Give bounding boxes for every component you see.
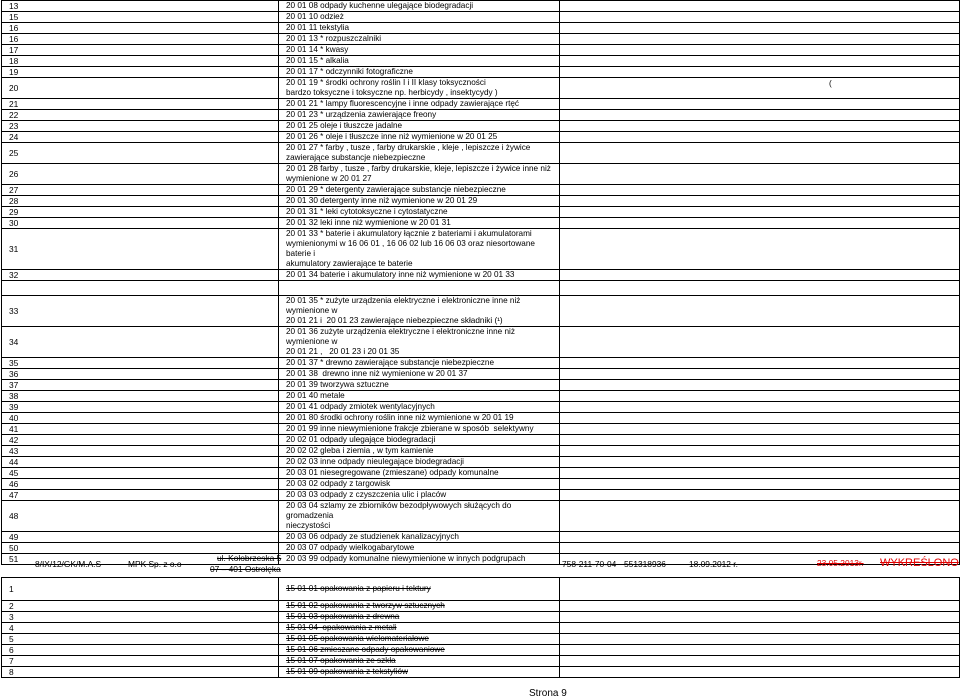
table-row xyxy=(2,78,960,99)
waste-codes-table xyxy=(1,0,960,678)
description-text: 15 01 03 opakowania z drewna xyxy=(286,612,400,621)
empty-cell xyxy=(560,424,960,435)
description-text: 20 01 25 oleje i tłuszcze jadalne xyxy=(286,121,403,130)
description-text: 20 01 15 * alkalia xyxy=(286,56,349,65)
regon-number: 551318936 xyxy=(624,559,666,569)
waste-code-description xyxy=(279,554,560,565)
empty-cell xyxy=(560,164,960,185)
waste-code-description xyxy=(279,468,560,479)
description-text: 20 01 13 * rozpuszczalniki xyxy=(286,34,382,43)
table-row xyxy=(2,207,960,218)
empty-cell xyxy=(279,281,560,296)
empty-cell xyxy=(560,457,960,468)
nip-number: 758-211-70-04 xyxy=(562,559,617,569)
description-text: 20 01 19 * środki ochrony roślin I i II klasy toksyczności bardzo toksyczne i toksyczne np. herbicydy , insektycydy ) xyxy=(286,78,498,97)
table-row xyxy=(2,532,960,543)
table-row xyxy=(2,446,960,457)
entry-date: 18.09.2012 r. xyxy=(689,559,738,569)
empty-cell xyxy=(560,358,960,369)
table-row xyxy=(2,34,960,45)
empty-cell xyxy=(560,380,960,391)
row-number: 8 xyxy=(2,667,279,678)
table-row xyxy=(2,634,960,645)
empty-cell xyxy=(2,281,279,296)
empty-cell xyxy=(560,413,960,424)
table-row xyxy=(2,67,960,78)
row-number: 29 xyxy=(2,207,279,218)
row-number: 35 xyxy=(2,358,279,369)
table-row xyxy=(2,56,960,67)
empty-cell xyxy=(560,218,960,229)
table-row xyxy=(2,645,960,656)
description-text: 20 03 06 odpady ze studzienek kanalizacyjnych xyxy=(286,532,459,541)
description-text: 20 01 30 detergenty inne niż wymienione w 20 01 29 xyxy=(286,196,478,205)
description-text: 15 01 04 opakowania z metali xyxy=(286,623,397,632)
description-text: 20 01 29 * detergenty zawierające substancje niebezpieczne xyxy=(286,185,506,194)
description-text: 15 01 07 opakowania ze szkła xyxy=(286,656,396,665)
empty-cell xyxy=(560,270,960,281)
table-row xyxy=(2,121,960,132)
table-row xyxy=(2,1,960,12)
empty-cell xyxy=(560,623,960,634)
row-number: 38 xyxy=(2,391,279,402)
waste-code-description xyxy=(279,543,560,554)
table-row xyxy=(2,327,960,358)
table-row xyxy=(2,270,960,281)
waste-code-description xyxy=(279,218,560,229)
description-text: 20 03 99 odpady komunalne niewymienione w innych podgrupach xyxy=(286,554,526,563)
waste-code-description xyxy=(279,490,560,501)
empty-cell xyxy=(560,601,960,612)
table-row xyxy=(2,424,960,435)
description-text: 20 01 37 * drewno zawierające substancje niebezpieczne xyxy=(286,358,495,367)
description-text: 20 01 36 zużyte urządzenia elektryczne i elektroniczne inne niż wymienione w 20 01 21 , 20 01 23 i 20 01 35 xyxy=(286,327,515,356)
row-number: 34 xyxy=(2,327,279,358)
row-number: 41 xyxy=(2,424,279,435)
description-text: 20 01 11 tekstylia xyxy=(286,23,350,32)
description-text: 20 01 32 leki inne niż wymienione w 20 01 31 xyxy=(286,218,451,227)
row-number: 26 xyxy=(2,164,279,185)
row-number: 19 xyxy=(2,67,279,78)
table-row xyxy=(2,358,960,369)
empty-cell xyxy=(560,185,960,196)
waste-code-description xyxy=(279,34,560,45)
table-row xyxy=(2,601,960,612)
description-text: 20 01 40 metale xyxy=(286,391,345,400)
empty-cell xyxy=(560,501,960,532)
waste-code-description xyxy=(279,56,560,67)
waste-code-description xyxy=(279,612,560,623)
row-number: 42 xyxy=(2,435,279,446)
description-text: 20 01 14 * kwasy xyxy=(286,45,349,54)
empty-cell xyxy=(560,578,960,601)
row-number: 24 xyxy=(2,132,279,143)
empty-cell xyxy=(560,327,960,358)
empty-cell xyxy=(560,56,960,67)
empty-cell xyxy=(560,78,960,99)
description-text: 15 01 05 opakowania wielomateriałowe xyxy=(286,634,429,643)
waste-code-description xyxy=(279,645,560,656)
row-number: 49 xyxy=(2,532,279,543)
row-number: 2 xyxy=(2,601,279,612)
table-row xyxy=(2,99,960,110)
table-row xyxy=(2,501,960,532)
description-text: 20 01 34 baterie i akumulatory inne niż wymienione w 20 01 33 xyxy=(286,270,515,279)
empty-cell xyxy=(560,634,960,645)
waste-code-description xyxy=(279,12,560,23)
empty-cell xyxy=(560,34,960,45)
table-row xyxy=(2,143,960,164)
paren-mark: ( xyxy=(829,79,832,88)
row-number: 44 xyxy=(2,457,279,468)
row-number: 13 xyxy=(2,1,279,12)
waste-code-description xyxy=(279,634,560,645)
waste-code-description xyxy=(279,164,560,185)
table-row xyxy=(2,23,960,34)
empty-cell xyxy=(560,369,960,380)
row-number: 40 xyxy=(2,413,279,424)
waste-code-description xyxy=(279,67,560,78)
row-number: 22 xyxy=(2,110,279,121)
row-number: 20 xyxy=(2,78,279,99)
description-text: 20 01 27 * farby , tusze , farby drukarskie , kleje , lepiszcze i żywice zawierające substancje niebezpieczne xyxy=(286,143,531,162)
description-text: 20 01 80 środki ochrony roślin inne niż wymienione w 20 01 19 xyxy=(286,413,514,422)
row-number: 16 xyxy=(2,23,279,34)
registry-number: 8/IX/12/GK/M.A.S xyxy=(35,559,102,569)
waste-code-description xyxy=(279,601,560,612)
waste-code-description xyxy=(279,110,560,121)
table-row xyxy=(2,413,960,424)
empty-cell xyxy=(560,645,960,656)
waste-code-description xyxy=(279,358,560,369)
waste-code-description xyxy=(279,296,560,327)
waste-code-description xyxy=(279,185,560,196)
table-row xyxy=(2,656,960,667)
description-text: 20 01 99 inne niewymienione frakcje zbierane w sposób selektywny xyxy=(286,424,534,433)
table-row xyxy=(2,229,960,270)
empty-cell xyxy=(560,656,960,667)
description-text: 20 01 38 drewno inne niż wymienione w 20 01 37 xyxy=(286,369,468,378)
empty-cell xyxy=(560,435,960,446)
description-text: 15 01 06 zmieszane odpady opakowaniowe xyxy=(286,645,445,654)
description-text: 20 01 23 * urządzenia zawierające freony xyxy=(286,110,437,119)
description-text: 20 01 08 odpady kuchenne ulegające biodegradacji xyxy=(286,1,474,10)
table-row xyxy=(2,296,960,327)
description-text: 20 01 33 * baterie i akumulatory łącznie z bateriami i akumulatorami wymienionymi w 16 06 01 , 16 06 02 lub 16 06 03 oraz niesortowane baterie i akumulatory zawierające te baterie xyxy=(286,229,535,268)
empty-cell xyxy=(560,612,960,623)
waste-code-description xyxy=(279,391,560,402)
waste-code-description xyxy=(279,578,560,601)
empty-cell xyxy=(560,667,960,678)
description-text: 20 01 31 * leki cytotoksyczne i cytostatyczne xyxy=(286,207,448,216)
waste-code-description xyxy=(279,413,560,424)
description-text: 20 01 21 * lampy fluorescencyjne i inne odpady zawierające rtęć xyxy=(286,99,520,108)
description-text: 15 01 02 opakowania z tworzyw sztucznych xyxy=(286,601,445,610)
waste-code-description xyxy=(279,143,560,164)
table-row xyxy=(2,218,960,229)
waste-code-description xyxy=(279,369,560,380)
row-number: 30 xyxy=(2,218,279,229)
empty-cell xyxy=(560,543,960,554)
empty-cell xyxy=(560,446,960,457)
description-text: 20 03 01 niesegregowane (zmieszane) odpady komunalne xyxy=(286,468,499,477)
waste-code-description xyxy=(279,457,560,468)
waste-code-description xyxy=(279,435,560,446)
table-row xyxy=(2,45,960,56)
table-row xyxy=(2,543,960,554)
waste-code-description xyxy=(279,380,560,391)
table-row xyxy=(2,185,960,196)
description-text: 20 02 02 gleba i ziemia , w tym kamienie xyxy=(286,446,434,455)
waste-code-description xyxy=(279,99,560,110)
row-number: 23 xyxy=(2,121,279,132)
removed-status: WYKREŚLONO xyxy=(880,557,959,569)
row-number: 27 xyxy=(2,185,279,196)
table-row xyxy=(2,12,960,23)
description-text: 20 03 07 odpady wielkogabarytowe xyxy=(286,543,415,552)
table-row xyxy=(2,612,960,623)
description-text: 20 01 17 * odczynniki fotograficzne xyxy=(286,67,413,76)
row-number: 21 xyxy=(2,99,279,110)
row-number: 39 xyxy=(2,402,279,413)
empty-cell xyxy=(560,391,960,402)
table-row xyxy=(2,490,960,501)
empty-cell xyxy=(560,207,960,218)
row-number: 46 xyxy=(2,479,279,490)
row-number: 25 xyxy=(2,143,279,164)
address-line-1: ul. Kołobrzeska 5 xyxy=(217,553,282,563)
row-number: 48 xyxy=(2,501,279,532)
spacer-row xyxy=(2,281,960,296)
table-row xyxy=(2,380,960,391)
description-text: 20 02 01 odpady ulegające biodegradacji xyxy=(286,435,436,444)
description-text: 15 01 09 opakowania z tekstyliów xyxy=(286,667,408,676)
table-row xyxy=(2,391,960,402)
description-text: 15 01 01 opakowania z papieru i tektury xyxy=(286,584,431,593)
row-number: 33 xyxy=(2,296,279,327)
empty-cell xyxy=(560,12,960,23)
waste-code-description xyxy=(279,479,560,490)
waste-code-description xyxy=(279,327,560,358)
row-number: 47 xyxy=(2,490,279,501)
empty-cell xyxy=(560,479,960,490)
description-text: 20 01 26 * oleje i tłuszcze inne niż wymienione w 20 01 25 xyxy=(286,132,498,141)
row-number: 36 xyxy=(2,369,279,380)
empty-cell xyxy=(560,281,960,296)
row-number: 32 xyxy=(2,270,279,281)
empty-cell xyxy=(560,23,960,34)
empty-cell xyxy=(560,196,960,207)
description-text: 20 01 35 * zużyte urządzenia elektryczne i elektroniczne inne niż wymienione w 20 01 21 i 20 01 23 zawierające niebezpieczne składniki (¹) xyxy=(286,296,521,325)
row-number: 50 xyxy=(2,543,279,554)
description-text: 20 01 10 odzież xyxy=(286,12,344,21)
table-row xyxy=(2,435,960,446)
table-row xyxy=(2,110,960,121)
description-text: 20 01 39 tworzywa sztuczne xyxy=(286,380,389,389)
description-text: 20 03 04 szlamy ze zbiorników bezodpływowych służących do gromadzenia nieczystości xyxy=(286,501,512,530)
waste-code-description xyxy=(279,424,560,435)
empty-cell xyxy=(560,532,960,543)
row-number: 37 xyxy=(2,380,279,391)
waste-code-description xyxy=(279,23,560,34)
empty-cell xyxy=(560,45,960,56)
waste-code-description xyxy=(279,196,560,207)
table-row xyxy=(2,479,960,490)
waste-code-description xyxy=(279,446,560,457)
empty-cell xyxy=(560,143,960,164)
waste-code-description xyxy=(279,270,560,281)
row-number: 31 xyxy=(2,229,279,270)
row-number: 28 xyxy=(2,196,279,207)
table-row xyxy=(2,667,960,678)
row-number: 16 xyxy=(2,34,279,45)
address-line-2: 07 – 401 Ostrołęka xyxy=(210,564,281,574)
description-text: 20 03 02 odpady z targowisk xyxy=(286,479,391,488)
table-row xyxy=(2,457,960,468)
empty-cell xyxy=(560,121,960,132)
waste-code-description xyxy=(279,1,560,12)
page-number: Strona 9 xyxy=(529,688,567,699)
removal-date: 23.05.2013r. xyxy=(817,558,864,568)
waste-code-description xyxy=(279,78,832,99)
row-number: 4 xyxy=(2,623,279,634)
table-row xyxy=(2,196,960,207)
row-number: 7 xyxy=(2,656,279,667)
empty-cell xyxy=(560,67,960,78)
empty-cell xyxy=(560,99,960,110)
empty-cell xyxy=(560,110,960,121)
empty-cell xyxy=(560,402,960,413)
empty-cell xyxy=(560,468,960,479)
table-row xyxy=(2,132,960,143)
description-text: 20 02 03 inne odpady nieulegające biodegradacji xyxy=(286,457,464,466)
row-number: 43 xyxy=(2,446,279,457)
row-number: 5 xyxy=(2,634,279,645)
table-row xyxy=(2,164,960,185)
description-text: 20 03 03 odpady z czyszczenia ulic i placów xyxy=(286,490,447,499)
company-name: MPK Sp. z o.o xyxy=(128,559,182,569)
empty-cell xyxy=(560,229,960,270)
row-number: 51 xyxy=(2,554,279,565)
empty-cell xyxy=(560,132,960,143)
table-row xyxy=(2,402,960,413)
row-number: 15 xyxy=(2,12,279,23)
table-row xyxy=(2,578,960,601)
row-number: 45 xyxy=(2,468,279,479)
table-row xyxy=(2,623,960,634)
waste-code-description xyxy=(279,121,560,132)
waste-code-description xyxy=(279,667,560,678)
table-row xyxy=(2,369,960,380)
waste-code-description xyxy=(279,623,560,634)
waste-code-description xyxy=(279,656,560,667)
waste-code-description xyxy=(279,532,560,543)
row-number: 3 xyxy=(2,612,279,623)
empty-cell xyxy=(560,296,960,327)
waste-code-description xyxy=(279,45,560,56)
row-number: 18 xyxy=(2,56,279,67)
row-number: 17 xyxy=(2,45,279,56)
table-row xyxy=(2,468,960,479)
waste-code-description xyxy=(279,501,560,532)
waste-code-description xyxy=(279,132,560,143)
row-number: 1 xyxy=(2,578,279,601)
description-text: 20 01 41 odpady zmiotek wentylacyjnych xyxy=(286,402,435,411)
waste-code-description xyxy=(279,207,560,218)
waste-code-description xyxy=(279,402,560,413)
waste-code-description xyxy=(279,229,560,270)
empty-cell xyxy=(560,1,960,12)
row-number: 6 xyxy=(2,645,279,656)
description-text: 20 01 28 farby , tusze , farby drukarskie, kleje, lepiszcze i żywice inne niż wymienione w 20 01 27 xyxy=(286,164,551,183)
empty-cell xyxy=(560,490,960,501)
